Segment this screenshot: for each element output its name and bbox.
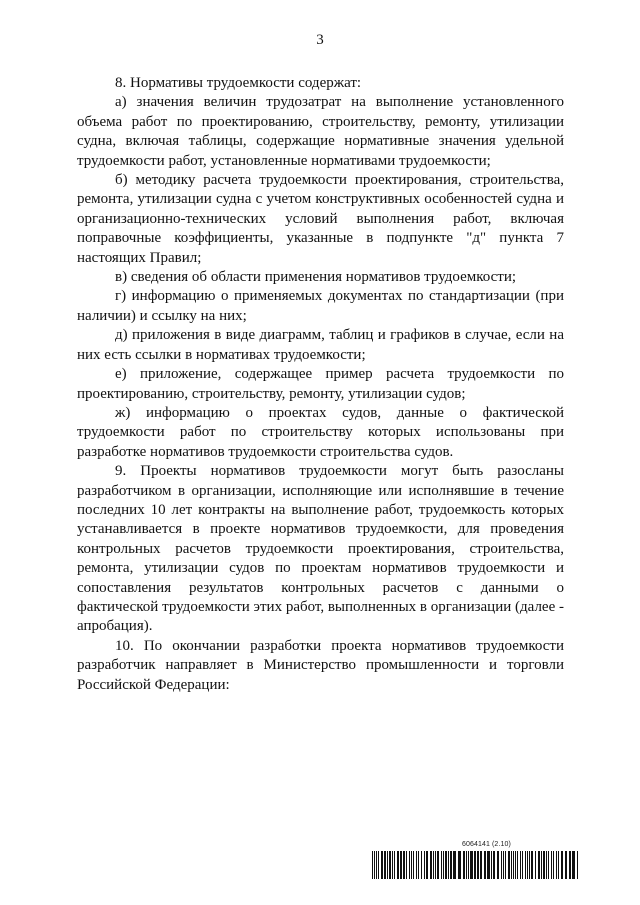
paragraph-9: 9. Проекты нормативов трудоемкости могут быть разосланы разработчиком в организации, исполняющие или исполнявшие в течение последних 10 лет контракты на выполнение работ, трудоемкость которых устанавливается в проекте нормативов трудоемкости, для проведения контрольных расчетов трудоемкости проектирования, строительства, ремонта, утилизации судов по проектам нормативов трудоемкости и сопоставления результатов контрольных расчетов с данными о фактической трудоемкости этих работ, выполненных в организации (далее - апробация). [77,463,564,635]
paragraph-8v: в) сведения об области применения нормативов трудоемкости; [115,269,517,286]
paragraph-8zh: ж) информацию о проектах судов, данные о фактической трудоемкости работ по строительству которых использованы при разработке нормативов трудоемкости строительства судов. [77,404,564,460]
document-body [77,74,564,695]
barcode-icon [372,851,580,879]
paragraph-8: 8. Нормативы трудоемкости содержат: [115,75,362,91]
paragraph-8g: г) информацию о применяемых документах по стандартизации (при наличии) и ссылку на них; [77,288,564,324]
paragraph-8e: е) приложение, содержащее пример расчета трудоемкости по проектированию, строительству, ремонту, утилизации судов; [77,366,564,402]
paragraph-8d: д) приложения в виде диаграмм, таблиц и графиков в случае, если на них есть ссылки в нормативах трудоемкости; [77,327,564,363]
page-number: 3 [316,32,324,48]
paragraph-8b: б) методику расчета трудоемкости проектирования, строительства, ремонта, утилизации судна с учетом конструктивных особенностей судна и организационно-технических условий выполнения работ, включая поправочные коэффициенты, указанные в подпункте "д" пункта 7 настоящих Правил; [77,172,564,266]
paragraph-10: 10. По окончании разработки проекта нормативов трудоемкости разработчик направляет в Министерство промышленности и торговли Российской Федерации: [77,637,564,693]
paragraph-8a: а) значения величин трудозатрат на выполнение установленного объема работ по проектированию, строительству, ремонту, утилизации судна, включая таблицы, содержащие нормативные значения удельной трудоемкости работ, установленные нормативами трудоемкости; [77,94,564,169]
barcode-label: 6064141 (2.10) [462,841,511,848]
